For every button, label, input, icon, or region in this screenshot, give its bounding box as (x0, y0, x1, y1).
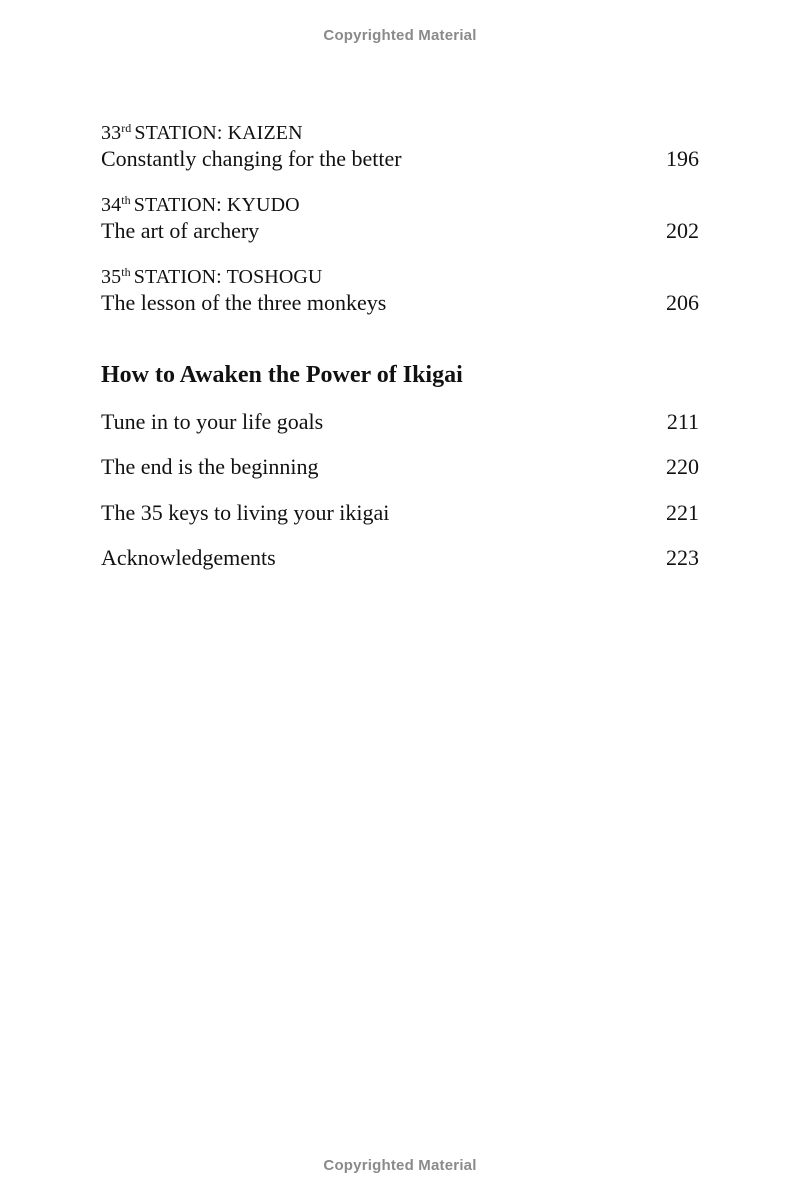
toc-entry-row (101, 145, 699, 173)
toc-entry-row (101, 289, 699, 317)
toc-entry-row (101, 544, 699, 572)
station-number: 35 (101, 266, 122, 288)
page-number: 221 (666, 500, 699, 525)
toc-entry-row (101, 453, 699, 481)
page-number: 206 (666, 290, 699, 315)
station-name: STATION: KYUDO (133, 194, 300, 216)
toc-entry-life-goals[interactable] (101, 408, 699, 436)
toc-entry-end-beginning[interactable] (101, 453, 699, 481)
entry-title: The 35 keys to living your ikigai (101, 500, 390, 525)
page-number: 223 (666, 545, 699, 570)
station-label (101, 193, 699, 217)
station-name: STATION: KAIZEN (134, 122, 303, 144)
page-number: 196 (666, 146, 699, 171)
station-ordinal: rd (121, 121, 132, 135)
toc-entry-row (101, 408, 699, 436)
toc-entry-row (101, 217, 699, 245)
entry-title: The lesson of the three monkeys (101, 290, 387, 315)
station-number: 34 (101, 194, 122, 216)
station-ordinal: th (121, 265, 131, 279)
toc-station-33[interactable] (101, 121, 699, 173)
entry-title: The end is the beginning (101, 454, 319, 479)
section-heading: How to Awaken the Power of Ikigai (101, 362, 463, 388)
toc-entry-acknowledgements[interactable] (101, 544, 699, 572)
copyright-watermark-top: Copyrighted Material (323, 27, 477, 44)
toc-station-35[interactable] (101, 265, 699, 317)
station-number: 33 (101, 122, 122, 144)
station-ordinal: th (121, 193, 131, 207)
page-number: 211 (666, 409, 699, 434)
station-label (101, 121, 699, 145)
entry-title: The art of archery (101, 218, 260, 243)
entry-title: Tune in to your life goals (101, 409, 324, 434)
toc-entry-row (101, 499, 699, 527)
copyright-watermark-bottom: Copyrighted Material (323, 1157, 477, 1174)
entry-title: Constantly changing for the better (101, 146, 402, 171)
page-number: 202 (666, 218, 699, 243)
station-name: STATION: TOSHOGU (133, 266, 323, 288)
toc-entry-35-keys[interactable] (101, 499, 699, 527)
station-label (101, 265, 699, 289)
entry-title: Acknowledgements (101, 545, 276, 570)
toc-station-34[interactable] (101, 193, 699, 245)
page-number: 220 (666, 454, 699, 479)
